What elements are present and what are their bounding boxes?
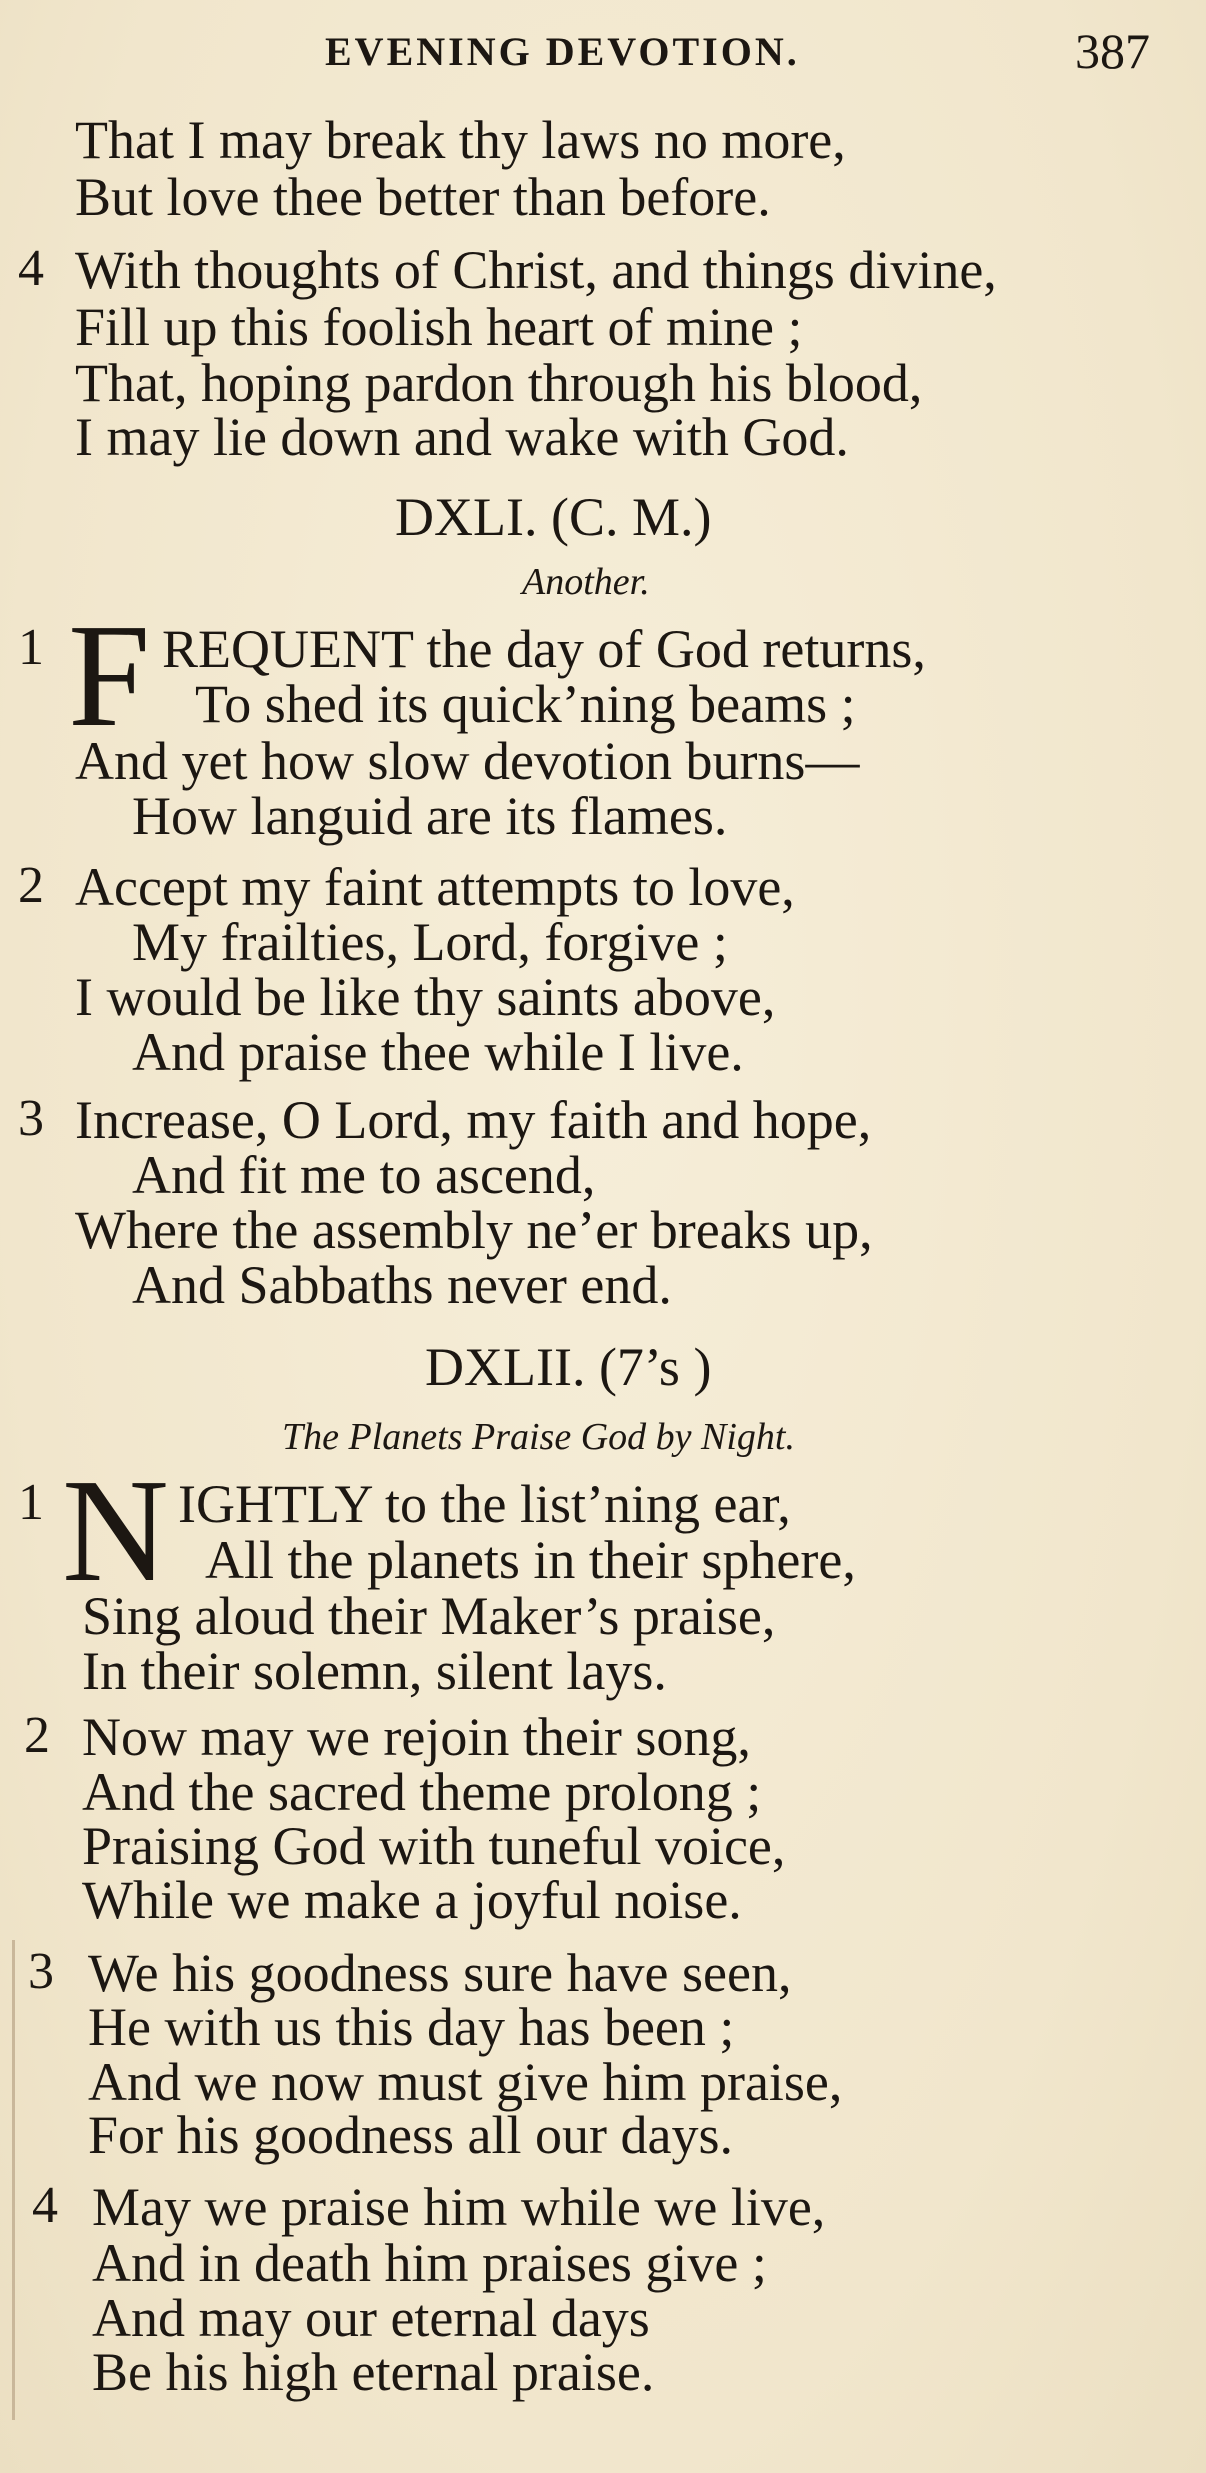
- stanza-number: 4: [32, 2177, 58, 2234]
- verse-line: REQUENT the day of God returns,: [162, 619, 926, 679]
- verse-line: Increase, O Lord, my faith and hope,: [75, 1090, 872, 1150]
- hymn-title: DXLI. (C. M.): [395, 487, 712, 547]
- verse-line: While we make a joyful noise.: [82, 1870, 742, 1930]
- hymn-subtitle: The Planets Praise God by Night.: [282, 1416, 795, 1458]
- verse-line: Accept my faint attempts to love,: [75, 857, 795, 917]
- verse-line: How languid are its flames.: [132, 786, 728, 846]
- verse-line: And we now must give him praise,: [88, 2052, 843, 2112]
- verse-line: He with us this day has been ;: [88, 1997, 735, 2057]
- verse-line: We his goodness sure have seen,: [88, 1943, 792, 2003]
- verse-line: To shed its quick’ning beams ;: [195, 674, 856, 734]
- stanza-number: 2: [24, 1707, 50, 1764]
- verse-line: And the sacred theme prolong ;: [82, 1762, 762, 1822]
- verse-line: Where the assembly ne’er breaks up,: [75, 1200, 873, 1260]
- verse-line: And fit me to ascend,: [132, 1145, 596, 1205]
- verse-line: IGHTLY to the list’ning ear,: [178, 1474, 791, 1534]
- drop-cap: N: [62, 1449, 169, 1613]
- verse-line: Praising God with tuneful voice,: [82, 1816, 786, 1876]
- verse-line: All the planets in their sphere,: [205, 1530, 856, 1590]
- verse-line: For his goodness all our days.: [88, 2105, 733, 2165]
- verse-line: I would be like thy saints above,: [75, 967, 776, 1027]
- page-edge-shadow: [12, 1940, 15, 2420]
- stanza-number: 4: [18, 240, 44, 297]
- stanza-number: 1: [18, 1474, 44, 1531]
- verse-line: I may lie down and wake with God.: [75, 407, 849, 467]
- hymn-title: DXLII. (7’s ): [425, 1337, 712, 1397]
- hymn-subtitle: Another.: [522, 561, 650, 603]
- verse-line: And in death him praises give ;: [92, 2233, 767, 2293]
- stanza-number: 1: [18, 619, 44, 676]
- verse-line: With thoughts of Christ, and things divine,: [75, 240, 997, 300]
- verse-line: That I may break thy laws no more,: [75, 110, 846, 170]
- verse-line: That, hoping pardon through his blood,: [75, 353, 923, 413]
- stanza-number: 3: [28, 1943, 54, 2000]
- verse-line: In their solemn, silent lays.: [82, 1641, 667, 1701]
- verse-line: And may our eternal days: [92, 2288, 650, 2348]
- verse-line: Sing aloud their Maker’s praise,: [82, 1586, 776, 1646]
- stanza-number: 3: [18, 1090, 44, 1147]
- verse-line: And Sabbaths never end.: [132, 1255, 672, 1315]
- drop-cap: F: [68, 594, 151, 758]
- verse-line: My frailties, Lord, forgive ;: [132, 912, 728, 972]
- page-number: 387: [1075, 23, 1150, 79]
- stanza-number: 2: [18, 857, 44, 914]
- verse-line: And yet how slow devotion burns—: [75, 731, 860, 791]
- verse-line: Be his high eternal praise.: [92, 2342, 655, 2402]
- verse-line: Fill up this foolish heart of mine ;: [75, 297, 803, 357]
- running-title: EVENING DEVOTION.: [325, 29, 800, 74]
- verse-line: May we praise him while we live,: [92, 2177, 826, 2237]
- verse-line: But love thee better than before.: [75, 167, 771, 227]
- verse-line: Now may we rejoin their song,: [82, 1707, 751, 1767]
- verse-line: And praise thee while I live.: [132, 1022, 744, 1082]
